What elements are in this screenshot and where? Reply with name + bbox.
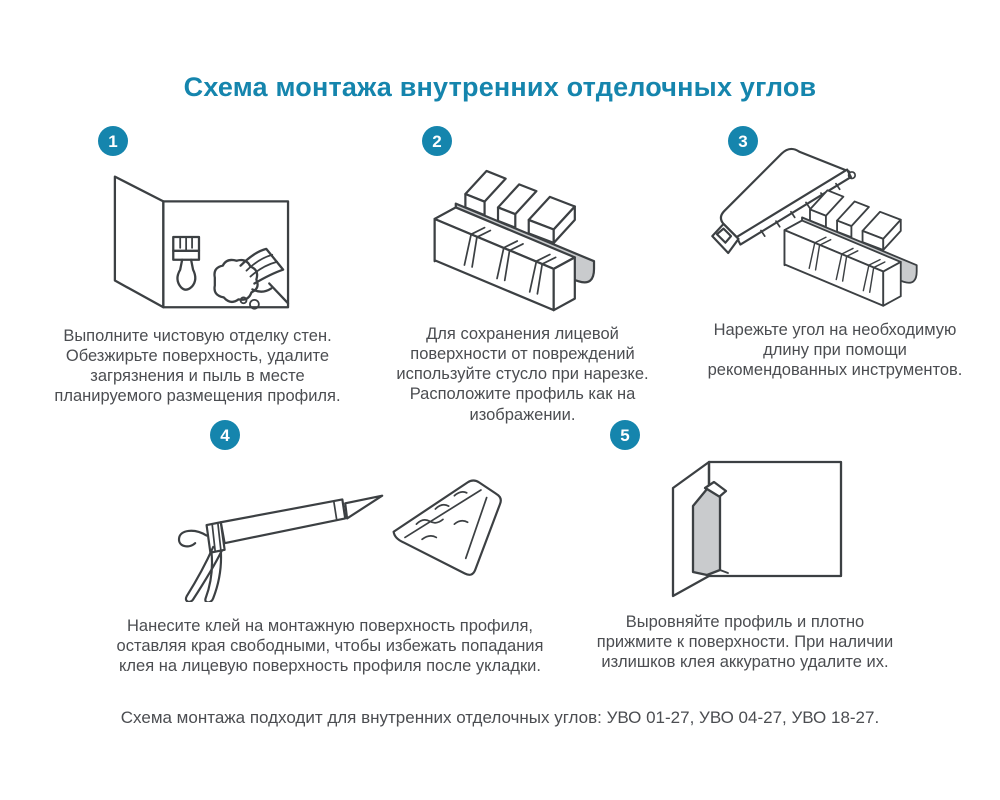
- step-2: [375, 126, 670, 425]
- hacksaw-and-miter-box-icon: [704, 134, 966, 312]
- miter-box-icon: [785, 190, 917, 305]
- step-4: [105, 420, 555, 676]
- step-5: [575, 420, 915, 672]
- wall-cleaning-icon: [104, 162, 292, 312]
- page-title: Схема монтажа внутренних отделочных углов: [183, 72, 817, 102]
- step-5-caption: Выровняйте профиль и плотно прижмите к поверхности. При наличии излишков клея аккуратно удалите их.: [596, 613, 894, 672]
- caulk-gun-applying-glue-icon: [154, 452, 506, 602]
- step-1-number-badge: 1: [98, 126, 128, 156]
- step-1: [40, 126, 355, 407]
- step-4-caption: Нанесите клей на монтажную поверхность профиля, оставляя края свободными, чтобы избежать попадания клея на лицевую поверхность профиля после укладки.: [116, 617, 544, 676]
- footer-note: Схема монтажа подходит для внутренних отделочных углов: УВО 01-27, УВО 04-27, УВО 18-27.: [120, 708, 880, 727]
- step-1-caption: Выполните чистовую отделку стен. Обезжирьте поверхность, удалите загрязнения и пыль в месте планируемого размещения профиля.: [54, 327, 341, 406]
- caulk-gun-icon: [179, 496, 382, 602]
- step-2-caption: Для сохранения лицевой поверхности от повреждений используйте стусло при нарезке. Расположите профиль как на изображении.: [396, 325, 649, 424]
- profile-pressed-into-corner-icon: [629, 444, 861, 600]
- step-5-number-badge: 5: [610, 420, 640, 450]
- step-3: [685, 126, 985, 380]
- glued-profile-icon: [394, 480, 501, 574]
- miter-box-with-profile-icon: [405, 146, 640, 314]
- step-3-caption: Нарежьте угол на необходимую длину при помощи рекомендованных инструментов.: [707, 321, 963, 380]
- step-4-number-badge: 4: [210, 420, 240, 450]
- step-3-number-badge: 3: [728, 126, 758, 156]
- step-2-number-badge: 2: [422, 126, 452, 156]
